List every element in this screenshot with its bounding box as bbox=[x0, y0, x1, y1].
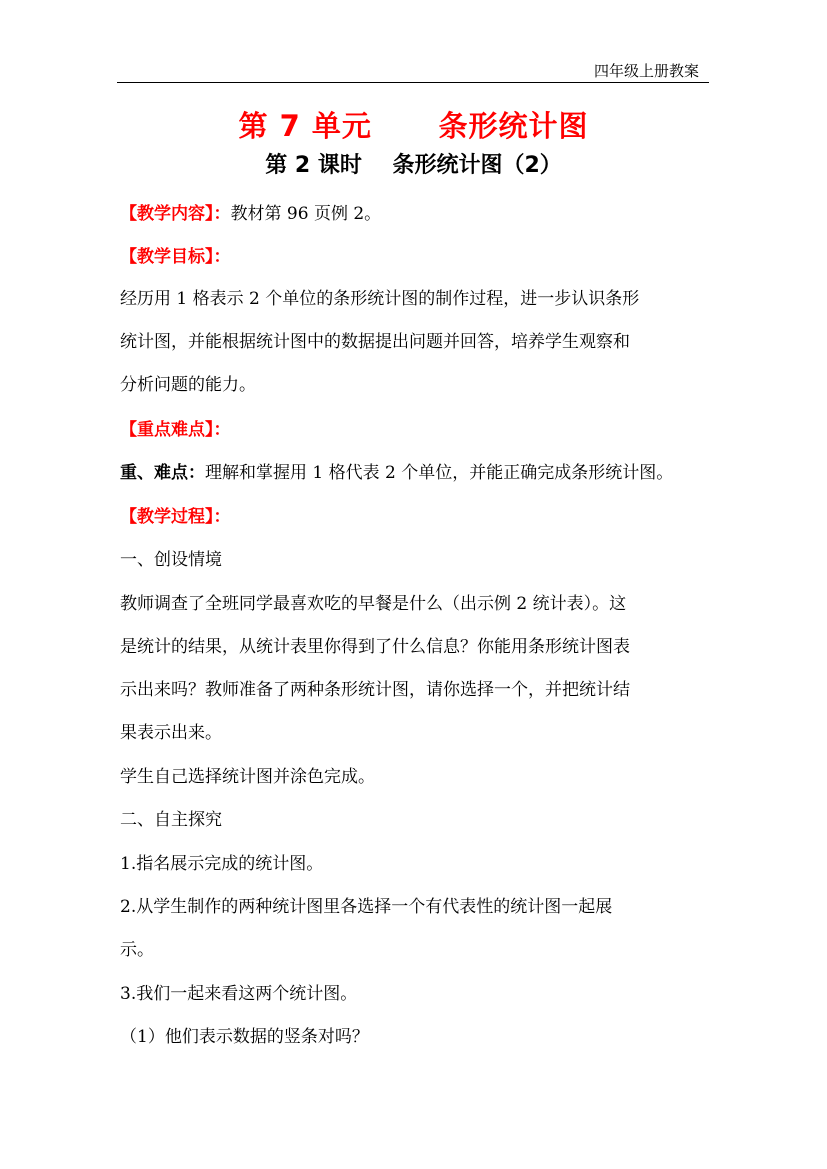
unit-title: 第 7 单元 条形统计图 bbox=[238, 109, 589, 143]
key-points-line bbox=[120, 458, 673, 483]
list-item: 3.我们一起来看这两个统计图。 bbox=[120, 984, 358, 1004]
header-divider bbox=[117, 82, 709, 83]
paragraph-line: 示出来吗？教师准备了两种条形统计图，请你选择一个，并把统计结 bbox=[120, 680, 630, 700]
paragraph-line: 学生自己选择统计图并涂色完成。 bbox=[120, 767, 375, 787]
key-points-text: 理解和掌握用 1 格代表 2 个单位，并能正确完成条形统计图。 bbox=[205, 463, 674, 483]
list-item: 1.指名展示完成的统计图。 bbox=[120, 854, 324, 874]
paragraph-line: 果表示出来。 bbox=[120, 723, 222, 743]
teaching-content-line bbox=[120, 199, 381, 224]
key-points-label: 【重点难点】： bbox=[120, 420, 231, 440]
goals-line: 统计图，并能根据统计图中的数据提出问题并回答，培养学生观察和 bbox=[120, 332, 630, 352]
key-points-prefix: 重、难点： bbox=[120, 463, 205, 483]
section-heading: 二、自主探究 bbox=[120, 810, 222, 830]
paragraph-line: 是统计的结果，从统计表里你得到了什么信息？你能用条形统计图表 bbox=[120, 637, 630, 657]
teaching-content-label: 【教学内容】： bbox=[120, 204, 231, 224]
teaching-content-text: 教材第 96 页例 2。 bbox=[230, 204, 382, 224]
lesson-subtitle: 第 2 课时 条形统计图（2） bbox=[265, 153, 562, 178]
section-heading: 一、创设情境 bbox=[120, 550, 222, 570]
paragraph-line: 教师调查了全班同学最喜欢吃的早餐是什么（出示例 2 统计表）。这 bbox=[120, 594, 627, 614]
list-item: （1）他们表示数据的竖条对吗？ bbox=[120, 1027, 369, 1047]
goals-line: 经历用 1 格表示 2 个单位的条形统计图的制作过程，进一步认识条形 bbox=[120, 289, 640, 309]
header-grade-label: 四年级上册教案 bbox=[593, 62, 699, 80]
teaching-process-label: 【教学过程】： bbox=[120, 507, 231, 527]
goals-line: 分析问题的能力。 bbox=[120, 375, 256, 395]
teaching-goals-label: 【教学目标】： bbox=[120, 247, 231, 267]
list-item: 示。 bbox=[120, 940, 154, 960]
list-item: 2.从学生制作的两种统计图里各选择一个有代表性的统计图一起展 bbox=[120, 897, 613, 917]
